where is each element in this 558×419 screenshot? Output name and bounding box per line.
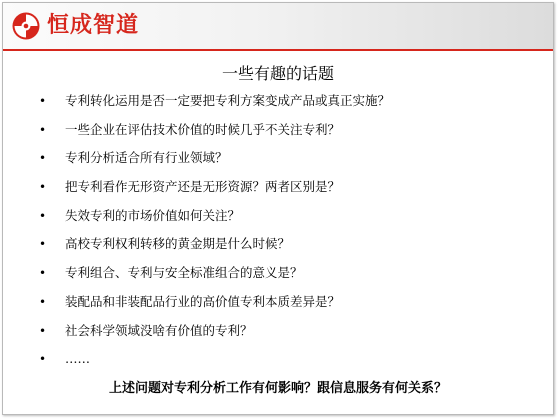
bullet-icon: • xyxy=(39,208,47,223)
closing-question: 上述问题对专利分析工作有何影响？跟信息服务有何关系？ xyxy=(108,381,447,396)
topic-text: 失效专利的市场价值如何关注？ xyxy=(65,207,241,223)
slide-title: 一些有趣的话题 xyxy=(221,64,334,83)
logo-mark-icon xyxy=(11,11,41,41)
bullet-icon: • xyxy=(39,266,47,281)
bullet-icon: • xyxy=(39,151,47,166)
topic-text: …… xyxy=(65,351,90,367)
topic-item xyxy=(39,173,539,202)
topic-item xyxy=(39,259,539,288)
bullet-icon: • xyxy=(39,180,47,195)
bullet-icon: • xyxy=(39,294,47,309)
topic-item xyxy=(39,317,539,346)
topic-item xyxy=(39,288,539,317)
topic-item xyxy=(39,87,539,116)
slide-header xyxy=(3,3,553,51)
topic-text: 高校专利权利转移的黄金期是什么时候？ xyxy=(65,236,291,252)
topic-text: 装配品和非装配品行业的高价值专利本质差异是？ xyxy=(65,293,341,309)
topic-item xyxy=(39,116,539,145)
topic-text: 一些企业在评估技术价值的时候几乎不关注专利？ xyxy=(65,121,341,137)
topic-list xyxy=(39,87,539,374)
topic-item xyxy=(39,144,539,173)
topic-text: 社会科学领域没啥有价值的专利？ xyxy=(65,322,253,338)
brand-name: 恒成智道 xyxy=(47,13,140,38)
bullet-icon: • xyxy=(39,237,47,252)
bullet-icon: • xyxy=(39,352,47,367)
bullet-icon: • xyxy=(39,323,47,338)
bullet-icon: • xyxy=(39,94,47,108)
topic-text: 专利转化运用是否一定要把专利方案变成产品或真正实施？ xyxy=(65,93,391,108)
topic-item xyxy=(39,230,539,259)
topic-item xyxy=(39,202,539,231)
topic-text: 把专利看作无形资产还是无形资源？两者区别是？ xyxy=(65,179,341,195)
bullet-icon: • xyxy=(39,122,47,137)
topic-text: 专利分析适合所有行业领域？ xyxy=(65,150,228,166)
slide xyxy=(2,2,554,415)
topic-item xyxy=(39,345,539,374)
topic-text: 专利组合、专利与安全标准组合的意义是？ xyxy=(65,265,303,281)
